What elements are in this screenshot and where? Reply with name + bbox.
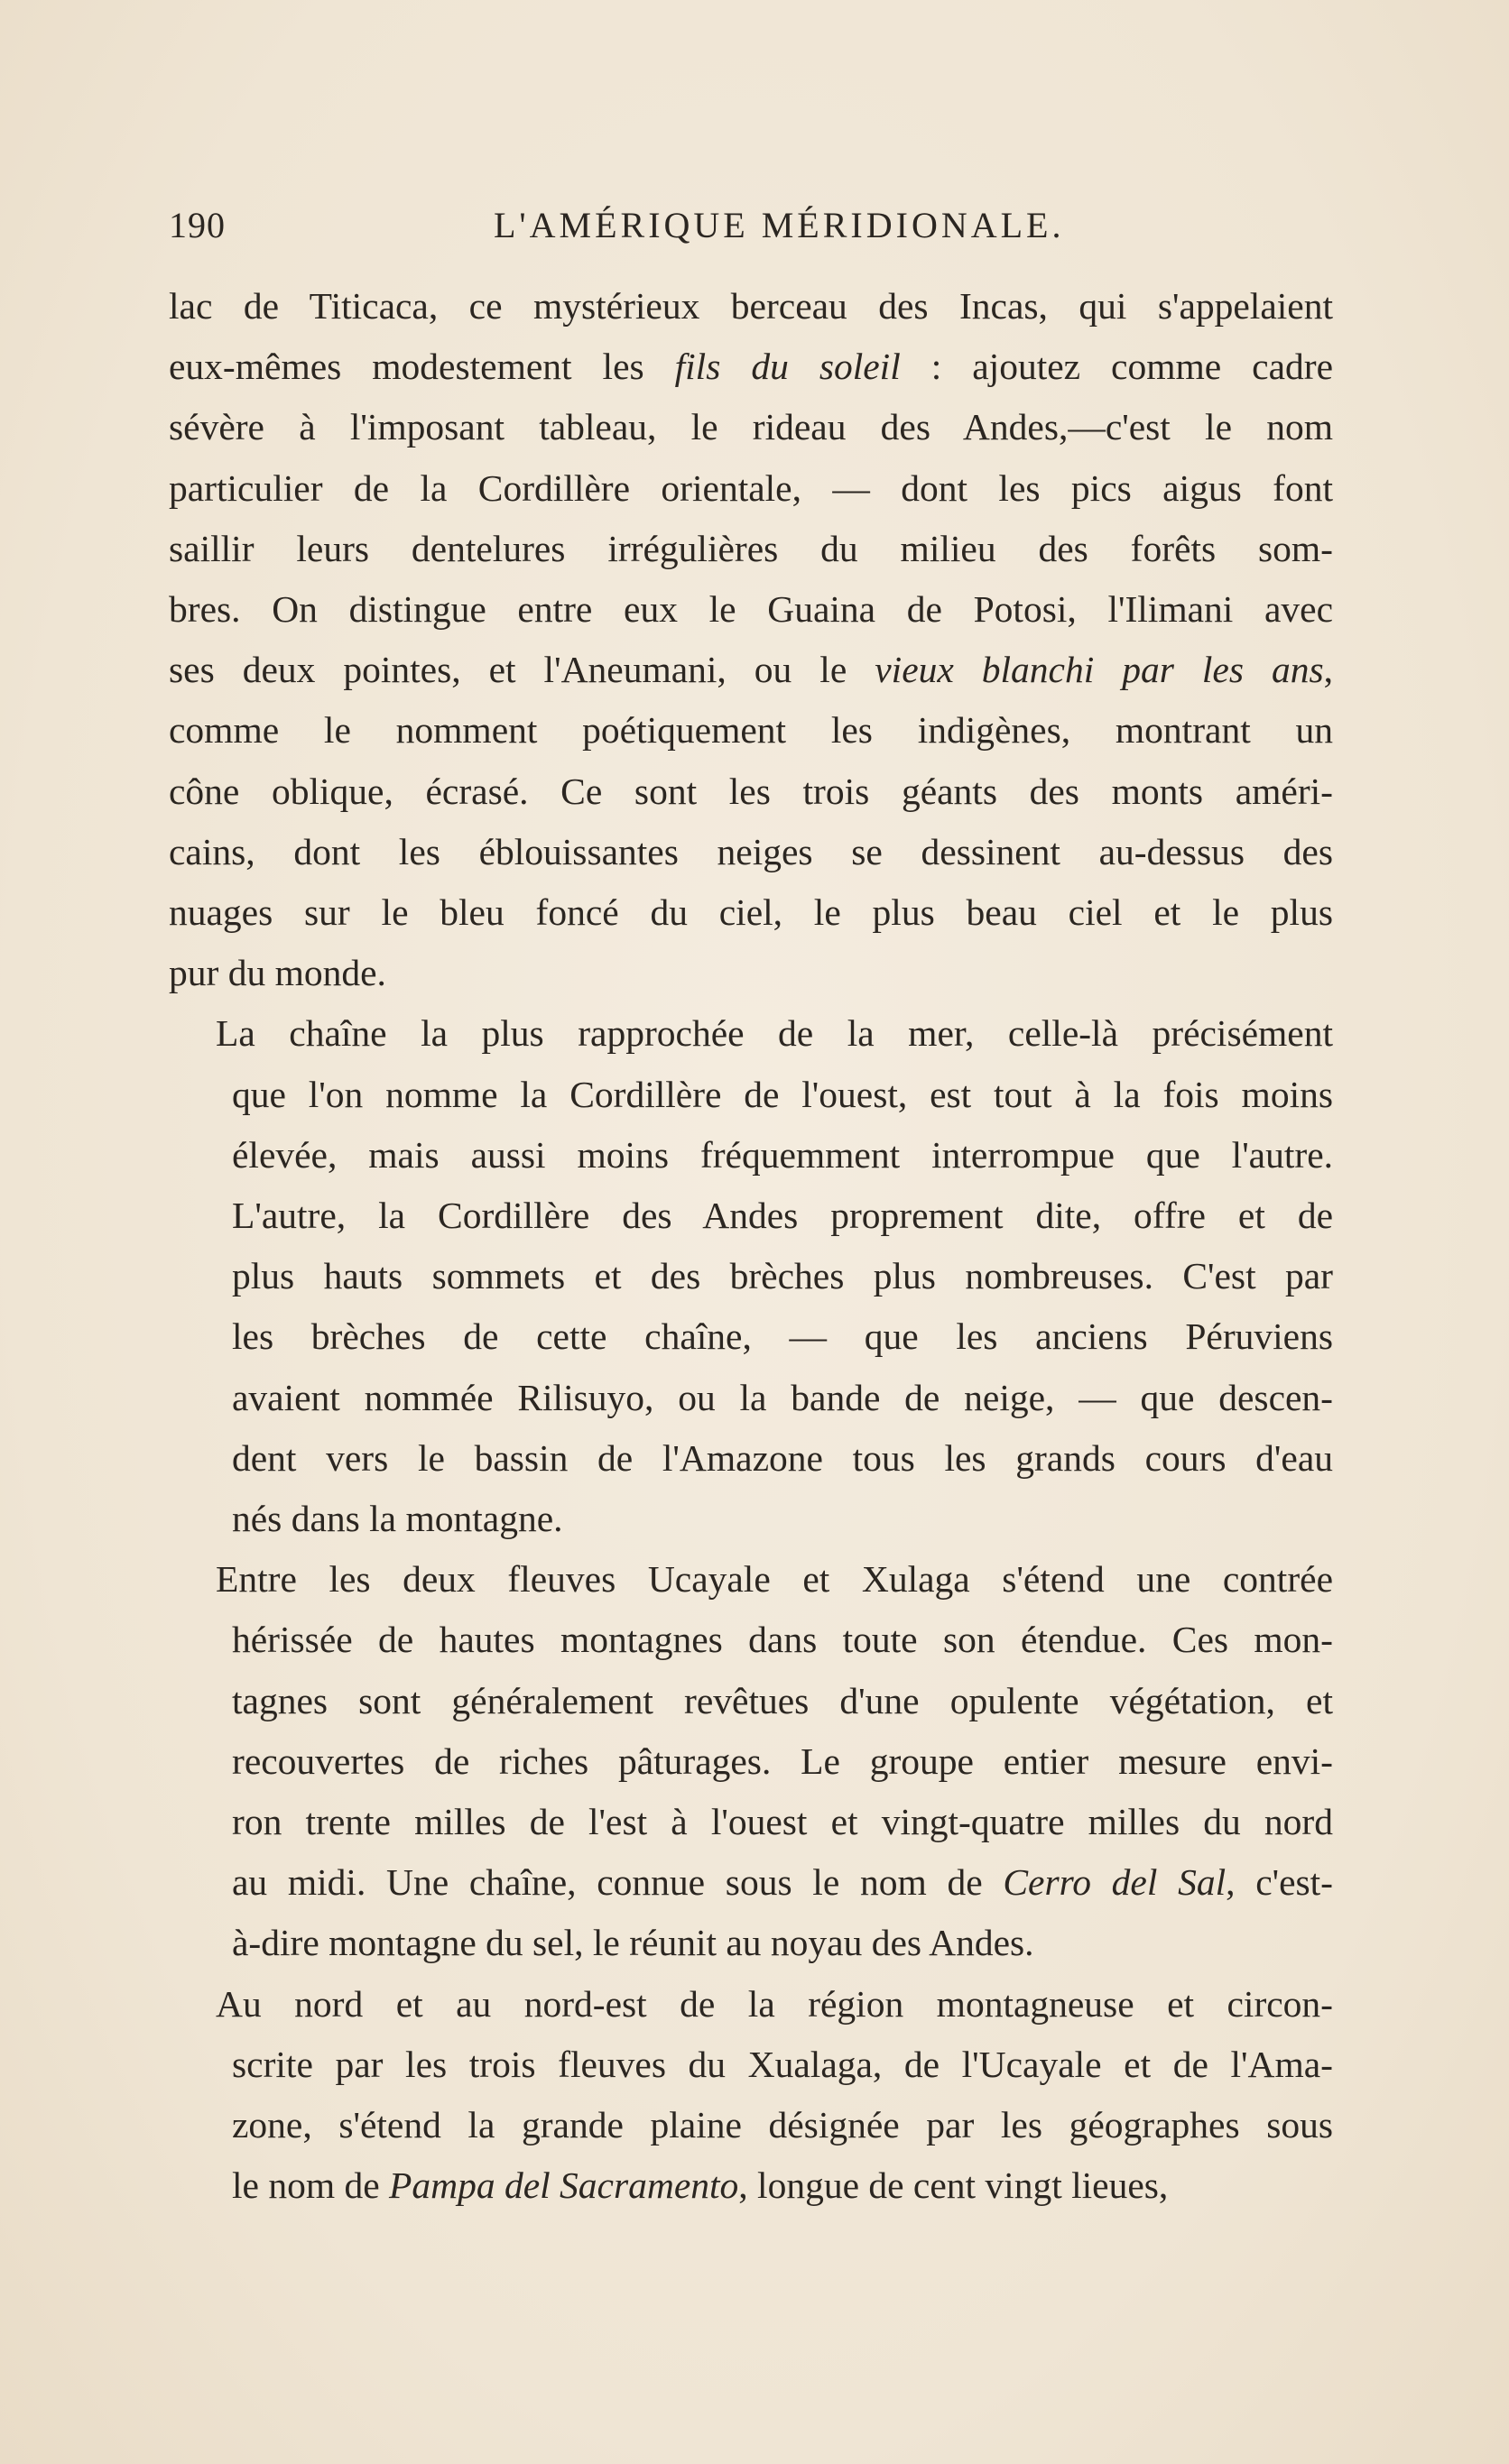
page-header: [169, 204, 1333, 258]
body-text: [169, 276, 1333, 2217]
text-line: [169, 882, 1333, 943]
text-line: [169, 1306, 1333, 1367]
text-line: [169, 1549, 1333, 1610]
text-line: [169, 1003, 1333, 1064]
text-run: ron trente milles de l'est à l'ouest et vingt-quatre milles du nord: [232, 1801, 1333, 1843]
paragraph-4: [169, 1974, 1333, 2217]
text-run: La chaîne la plus rapprochée de la mer, celle-là précisément: [216, 1012, 1333, 1055]
text-line: [169, 1974, 1333, 2035]
italic-text: fils du soleil: [674, 346, 901, 388]
text-run: que l'on nomme la Cordillère de l'ouest, est tout à la fois moins: [232, 1073, 1333, 1115]
text-run: sévère à l'imposant tableau, le rideau des Andes,—c'est le nom: [169, 406, 1333, 448]
paragraph-2: [169, 1003, 1333, 1549]
text-run: particulier de la Cordillère orientale, — dont les pics aigus font: [169, 466, 1333, 509]
text-run: bres. On distingue entre eux le Guaina de Potosi, l'Ilimani avec: [169, 588, 1333, 631]
text-line: [169, 1792, 1333, 1852]
text-line: [169, 2035, 1333, 2095]
text-run: cône oblique, écrasé. Ce sont les trois géants des monts améri-: [169, 770, 1333, 812]
text-line: [169, 640, 1333, 700]
text-run: les brèches de cette chaîne, — que les anciens Péruviens: [232, 1315, 1333, 1358]
text-run: cains, dont les éblouissantes neiges se dessinent au-dessus des: [169, 830, 1333, 872]
text-run: élevée, mais aussi moins fréquemment interrompue que l'autre.: [232, 1133, 1333, 1176]
text-run: dent vers le bassin de l'Amazone tous les grands cours d'eau: [232, 1436, 1333, 1479]
text-run: tagnes sont généralement revêtues d'une opulente végétation, et: [232, 1679, 1333, 1721]
text-line: [169, 2095, 1333, 2155]
text-run: ses deux pointes, et l'Aneumani, ou le: [169, 649, 875, 691]
text-line: [169, 276, 1333, 337]
text-run: nés dans la montagne.: [232, 1498, 563, 1540]
text-run: à-dire montagne du sel, le réunit au noyau des Andes.: [232, 1922, 1034, 1964]
text-run: L'autre, la Cordillère des Andes proprement dite, offre et de: [232, 1195, 1333, 1237]
text-run: comme le nomment poétiquement les indigènes, montrant un: [169, 709, 1333, 752]
text-run: saillir leurs dentelures irrégulières du milieu des forêts som-: [169, 527, 1333, 569]
text-line: [169, 2155, 1333, 2216]
text-line: [169, 1186, 1333, 1246]
text-line: [169, 1913, 1333, 1973]
text-run: , c'est-: [1226, 1861, 1334, 1904]
text-run: : ajoutez comme cadre: [900, 346, 1334, 388]
text-run: avaient nommée Rilisuyo, ou la bande de neige, — que descen-: [232, 1376, 1333, 1418]
text-run: scrite par les trois fleuves du Xualaga, de l'Ucayale et de l'Ama-: [232, 2043, 1333, 2085]
text-line: [169, 1731, 1333, 1792]
text-run: lac de Titicaca, ce mystérieux berceau des Incas, qui s'appelaient: [169, 285, 1333, 327]
text-line: [169, 1246, 1333, 1306]
text-line: [169, 519, 1333, 579]
italic-text: Pampa del Sacramento: [389, 2164, 739, 2207]
italic-text: vieux blanchi par les ans: [875, 649, 1324, 691]
text-run: Au nord et au nord-est de la région montagneuse et circon-: [216, 1982, 1333, 2025]
text-line: [169, 1671, 1333, 1731]
text-line: [169, 1852, 1333, 1913]
text-line: [169, 822, 1333, 882]
text-run: recouvertes de riches pâturages. Le groupe entier mesure envi-: [232, 1740, 1333, 1782]
text-run: zone, s'étend la grande plaine désignée par les géographes sous: [232, 2104, 1333, 2146]
paragraph-3: [169, 1549, 1333, 1973]
text-run: ,: [1323, 649, 1334, 691]
running-title: L'AMÉRIQUE MÉRIDIONALE.: [494, 205, 1065, 245]
paragraph-1: [169, 276, 1333, 1003]
text-run: , longue de cent vingt lieues,: [738, 2164, 1169, 2207]
text-line: [169, 1125, 1333, 1186]
text-line: [169, 1610, 1333, 1670]
page-number: 190: [169, 205, 226, 245]
text-run: hérissée de hautes montagnes dans toute son étendue. Ces mon-: [232, 1619, 1333, 1661]
text-line: [169, 1368, 1333, 1428]
text-line: [169, 1428, 1333, 1489]
text-run: au midi. Une chaîne, connue sous le nom de: [232, 1861, 1004, 1904]
text-run: eux-mêmes modestement les: [169, 346, 675, 388]
text-run: pur du monde.: [169, 952, 386, 994]
text-line: [169, 337, 1333, 397]
text-run: Entre les deux fleuves Ucayale et Xulaga s'étend une contrée: [216, 1558, 1333, 1601]
text-line: [169, 700, 1333, 761]
text-line: [169, 458, 1333, 519]
text-line: [169, 1489, 1333, 1549]
text-line: [169, 1065, 1333, 1125]
text-line: [169, 761, 1333, 822]
text-run: le nom de: [232, 2164, 390, 2207]
text-run: nuages sur le bleu foncé du ciel, le plus beau ciel et le plus: [169, 891, 1333, 934]
text-line: [169, 397, 1333, 457]
text-run: plus hauts sommets et des brèches plus nombreuses. C'est par: [232, 1255, 1333, 1297]
text-line: [169, 943, 1333, 1003]
text-line: [169, 579, 1333, 640]
italic-text: Cerro del Sal: [1003, 1861, 1227, 1904]
